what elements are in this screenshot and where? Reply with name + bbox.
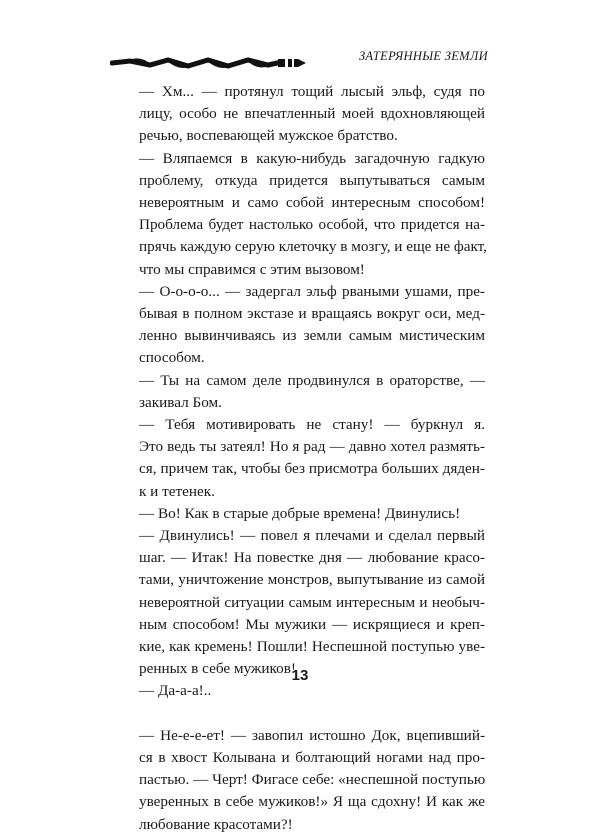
text-line: что мы справимся с этим вызовом! bbox=[139, 260, 365, 278]
text-line: лицу, особо не впечатленный моей вдохновляющей bbox=[139, 105, 485, 123]
paragraph bbox=[113, 503, 485, 525]
paragraph bbox=[113, 725, 485, 836]
paragraph bbox=[113, 281, 485, 370]
scene-break bbox=[113, 703, 485, 725]
text-line: закивал Бом. bbox=[139, 393, 222, 411]
text-line: пастью. — Черт! Фигасе себе: «неспешной поступью bbox=[139, 771, 486, 789]
text-line: ся в хвост Колывана и болтающий ногами над про- bbox=[139, 748, 485, 766]
text-line: — Ты на самом деле продвинулся в ораторстве, — bbox=[139, 371, 485, 389]
text-line: — Вляпаемся в какую-нибудь загадочную гадкую bbox=[139, 149, 485, 167]
rope-ornament-icon bbox=[110, 55, 310, 71]
text-line: ным способом! Мы мужики — искрящиеся и креп- bbox=[139, 615, 485, 633]
text-line: ренных в себе мужиков! bbox=[139, 660, 296, 678]
text-line: ся, причем так, чтобы без присмотра больших дяден- bbox=[139, 460, 485, 478]
text-line: — Хм... — протянул тощий лысый эльф, судя по bbox=[139, 83, 485, 100]
text-line: ленно вывинчиваясь из земли самым мистическим bbox=[139, 327, 485, 345]
paragraph bbox=[113, 148, 485, 281]
text-line: проблему, откуда придется выпутываться самым bbox=[139, 171, 485, 189]
paragraph bbox=[113, 414, 485, 503]
text-line: Это ведь ты затеял! Но я рад — давно хотел размять- bbox=[139, 438, 485, 456]
paragraph bbox=[113, 81, 485, 148]
text-line: прячь каждую серую клеточку в мозгу, и еще не факт, bbox=[139, 238, 487, 256]
page-number: 13 bbox=[291, 667, 309, 684]
text-line: к и тетенек. bbox=[139, 482, 215, 500]
text-line: кие, как кремень! Пошли! Неспешной поступью уве- bbox=[139, 638, 485, 656]
text-line: невероятным и само собой интересным способом! bbox=[139, 194, 485, 212]
text-line: способом. bbox=[139, 349, 205, 367]
text-line: уверенных в себе мужиков!» Я ща сдохну! И как же bbox=[139, 793, 485, 811]
text-line: — Не-е-е-ет! — завопил истошно Док, вцепивший- bbox=[139, 726, 485, 744]
body-text bbox=[113, 81, 485, 836]
text-line: тами, уничтожение монстров, выпутывание из самой bbox=[139, 571, 485, 589]
text-line: невероятной ситуации самым интересным и необыч- bbox=[139, 593, 485, 611]
text-line: — Тебя мотивировать не стану! — буркнул я. bbox=[139, 416, 485, 434]
text-line: речью, воспевающей мужское братство. bbox=[139, 127, 398, 145]
text-line: — Во! Как в старые добрые времена! Двинулись! bbox=[139, 504, 461, 522]
text-line: Проблема будет настолько особой, что придется на- bbox=[139, 216, 485, 234]
text-line: шаг. — Итак! На повестке дня — любование красо- bbox=[139, 549, 485, 567]
paragraph bbox=[113, 525, 485, 680]
text-line: — О-о-о-о... — задергал эльф рваными ушами, пре- bbox=[139, 282, 485, 300]
running-head-title: ЗАТЕРЯННЫЕ ЗЕМЛИ bbox=[358, 49, 488, 63]
text-line: бывая в полном экстазе и вращаясь вокруг оси, мед- bbox=[139, 305, 485, 323]
text-line: любование красотами?! bbox=[139, 815, 293, 833]
text-line: — Двинулись! — повел я плечами и сделал первый bbox=[139, 527, 485, 545]
text-line: — Да-а-а!.. bbox=[139, 682, 212, 700]
paragraph bbox=[113, 370, 485, 414]
